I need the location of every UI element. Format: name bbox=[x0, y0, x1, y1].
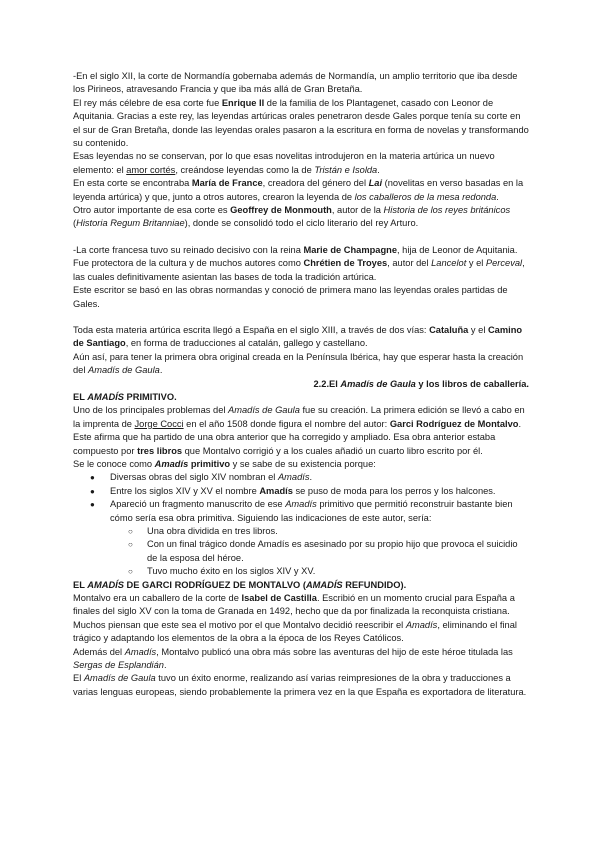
text-run: Amadís bbox=[154, 458, 189, 469]
circle-bullet-icon: ○ bbox=[128, 567, 133, 577]
paragraph bbox=[73, 97, 529, 151]
text-run: Amadís de Gaula bbox=[228, 405, 300, 416]
text-run: Amadís bbox=[259, 485, 293, 496]
text-run: Una obra dividida en tres libros. bbox=[147, 526, 278, 536]
text-run: Diversas obras del siglo XIV nombran el bbox=[110, 472, 278, 483]
section-heading bbox=[73, 391, 529, 404]
text-run: Garci Rodríguez de Montalvo bbox=[389, 418, 519, 429]
text-run: Chrétien de Troyes bbox=[303, 258, 388, 269]
text-run: Apareció un fragmento manuscrito de ese bbox=[110, 499, 286, 510]
text-run: Tristán e Isolda bbox=[314, 164, 378, 175]
text-run: ( bbox=[73, 218, 77, 229]
text-run: AMADÍS bbox=[87, 579, 124, 590]
sub-list-item bbox=[73, 565, 529, 578]
list-item-text bbox=[147, 539, 518, 562]
text-run: Entre los siglos XIV y XV el nombre bbox=[110, 485, 260, 496]
list-item-text bbox=[110, 472, 312, 482]
list-item bbox=[73, 485, 529, 498]
text-run: Historia de los reyes británicos bbox=[383, 205, 511, 216]
paragraph bbox=[73, 204, 529, 231]
section-heading bbox=[73, 579, 529, 592]
text-run: . bbox=[377, 164, 380, 175]
paragraph bbox=[73, 70, 529, 97]
bullet-list bbox=[73, 471, 529, 578]
list-item-text bbox=[147, 566, 315, 576]
text-run: Toda esta materia artúrica escrita llegó a España en el siglo XIII, a través de dos vías: bbox=[73, 324, 430, 335]
text-run: -En el siglo XII, la corte de Normandía gobernaba además de Normandía, un amplio territorio que iba desde los Pirineos, atravesando Francia y que iba más allá de Gran Bretaña. bbox=[73, 71, 518, 95]
text-run: , las cuales definitivamente asientan las bases de toda la tradición artúrica. bbox=[73, 258, 525, 282]
text-run: y se sabe de su existencia porque: bbox=[230, 458, 376, 469]
text-run: Se le conoce como bbox=[73, 458, 155, 469]
text-run: Enrique II bbox=[221, 97, 265, 108]
text-run: Tuvo mucho éxito en los siglos XIV y XV. bbox=[147, 566, 316, 577]
paragraph bbox=[73, 672, 529, 699]
text-run: Muchos piensan que este sea el motivo por el que Montalvo decidió reescribir el bbox=[73, 619, 406, 630]
list-item-text bbox=[110, 486, 496, 496]
text-run: , hija de Leonor de Aquitania. Fue protectora de la cultura y de muchos autores como bbox=[73, 244, 518, 269]
list-item bbox=[73, 498, 529, 525]
list-item bbox=[73, 471, 529, 484]
text-run: PRIMITIVO. bbox=[123, 391, 177, 402]
text-run: Amadís de Gaula bbox=[340, 378, 416, 389]
document-page bbox=[73, 70, 529, 699]
text-run: . bbox=[309, 472, 313, 483]
text-run: Con un final trágico donde Amadís es asesinado por su propio hijo que provoca el suicidio de la esposa del héroe. bbox=[147, 539, 518, 563]
text-run: Marie de Champagne bbox=[303, 244, 397, 255]
text-run: Uno de los principales problemas del bbox=[73, 405, 229, 416]
paragraph bbox=[73, 351, 529, 378]
bullet-icon: ● bbox=[90, 473, 95, 483]
text-run: , eliminando el final trágico y adaptando los elementos de la obra a la época de los Reyes Católicos. bbox=[73, 619, 517, 644]
text-run: fue su creación. La primera edición se llevó a cabo en la imprenta de bbox=[73, 405, 525, 429]
text-run: María de France bbox=[191, 178, 263, 189]
text-run: amor cortés bbox=[126, 164, 176, 175]
text-run: Perceval bbox=[485, 258, 523, 269]
text-run: Aún así, para tener la primera obra original creada en la Península Ibérica, hay que esperar hasta la creación del bbox=[73, 351, 524, 376]
text-run: Este escritor se basó en las obras normandas y conoció de primera mano las leyendas orales partidas de Gales. bbox=[73, 285, 508, 309]
text-run: Además del bbox=[73, 646, 125, 657]
text-run: . bbox=[159, 365, 163, 376]
text-run: Montalvo era un caballero de la corte de bbox=[73, 593, 242, 604]
text-run: El bbox=[73, 673, 84, 684]
text-run: Otro autor importante de esa corte es bbox=[73, 205, 231, 216]
text-run: , Montalvo publicó una obra más sobre las aventuras del hijo de este héroe titulada las bbox=[156, 646, 513, 657]
list-item-text bbox=[110, 499, 513, 522]
text-run: Lancelot bbox=[431, 258, 467, 269]
text-run: ), donde se consolidó todo el ciclo literario del rey Arturo. bbox=[184, 218, 419, 229]
text-run: , autor de la bbox=[331, 205, 384, 216]
text-run: Isabel de Castilla bbox=[241, 593, 317, 604]
text-run: tuvo un éxito enorme, realizando así varias reimpresiones de la obra y traducciones a varias lenguas europeas, siendo probablemente la primera vez en la que España es exportadora de literatura. bbox=[73, 673, 527, 697]
paragraph bbox=[73, 244, 529, 284]
text-run: Sergas de Esplandián bbox=[73, 660, 164, 671]
text-run: -La corte francesa tuvo su reinado decisivo con la reina bbox=[73, 244, 304, 255]
text-run: Amadís bbox=[277, 472, 310, 483]
text-run: que Montalvo corrigió y a los cuales añadió un cuarto libro escrito por él. bbox=[182, 445, 483, 456]
text-run: 2.2.El bbox=[313, 378, 341, 389]
text-run: Lai bbox=[368, 178, 383, 189]
text-run: EL bbox=[73, 579, 88, 590]
text-run: Amadís de Gaula bbox=[83, 673, 156, 684]
paragraph bbox=[73, 619, 529, 646]
text-run: Esas leyendas no se conservan, por lo que esas novelitas introdujeron en la materia artúrica un nuevo elemento: el bbox=[73, 151, 495, 175]
text-run: DE GARCI RODRÍGUEZ DE MONTALVO ( bbox=[123, 579, 306, 590]
text-run: . Escribió en un momento crucial para España a finales del siglo XV con la toma de Granada en 1492, hecho que da por finalizada la reconquista cristiana. bbox=[73, 593, 515, 617]
text-run: de la familia de los Plantagenet, casado con Leonor de Aquitania. Gracias a este rey, las leyendas artúricas orales penetraron desde Gales porque tenía su corte en el sur de Gran Bretaña, donde las leyendas orales pasaron a la escritura en forma de novelas y transformando su contenido. bbox=[73, 97, 529, 149]
text-run: Historia Regum Britanniae bbox=[76, 218, 185, 229]
text-run: primitivo que permitió reconstruir bastante bien cómo sería esa obra primitiva. Siguiendo las indicaciones de este autor, sería: bbox=[110, 499, 513, 523]
text-run: primitivo bbox=[188, 458, 231, 469]
text-run: en el año 1508 donde figura el nombre del autor: bbox=[183, 418, 390, 429]
section-subtitle bbox=[73, 378, 529, 391]
circle-bullet-icon: ○ bbox=[128, 540, 133, 550]
text-run: y el bbox=[466, 258, 486, 269]
text-run: REFUNDIDO). bbox=[342, 579, 407, 590]
text-run: EL bbox=[73, 391, 88, 402]
paragraph bbox=[73, 646, 529, 673]
bullet-icon: ● bbox=[90, 486, 95, 496]
paragraph bbox=[73, 458, 529, 471]
text-run: , creadora del género del bbox=[262, 178, 369, 189]
text-run: y los libros de caballería. bbox=[415, 378, 529, 389]
text-run: Cataluña bbox=[429, 324, 469, 335]
text-run: se puso de moda para los perros y los halcones. bbox=[292, 485, 496, 496]
sub-list-item bbox=[73, 525, 529, 538]
text-run: tres libros bbox=[137, 445, 183, 456]
paragraph bbox=[73, 404, 529, 458]
paragraph bbox=[73, 592, 529, 619]
paragraph bbox=[73, 177, 529, 204]
paragraph bbox=[73, 150, 529, 177]
text-run: . Este afirma que ha partido de una obra anterior que ha corregido y ampliado. Esa obra anterior estaba compuesto por bbox=[73, 418, 522, 456]
list-item-text bbox=[147, 526, 278, 536]
paragraph bbox=[73, 324, 529, 351]
text-run: Camino de Santiago bbox=[73, 324, 523, 349]
text-run: y el bbox=[468, 324, 488, 335]
text-run: , en forma de traducciones al catalán, gallego y castellano. bbox=[125, 338, 368, 349]
text-run: , creándose leyendas como la de bbox=[175, 164, 315, 175]
text-run: Jorge Cocci bbox=[134, 418, 184, 429]
circle-bullet-icon: ○ bbox=[128, 527, 133, 536]
text-run: Geoffrey de Monmouth bbox=[230, 205, 332, 216]
text-run: Amadís bbox=[124, 646, 157, 657]
text-run: . bbox=[163, 660, 167, 671]
text-run: , autor del bbox=[387, 258, 432, 269]
paragraph bbox=[73, 284, 529, 311]
text-run: Amadís de Gaula bbox=[88, 365, 160, 376]
text-run: (novelitas en verso basadas en la leyenda artúrica) y que, junto a otros autores, crearon la leyenda de bbox=[73, 178, 524, 202]
text-run: Amadís bbox=[405, 619, 438, 630]
text-run: En esta corte se encontraba bbox=[73, 178, 192, 189]
text-run: . bbox=[496, 191, 499, 202]
text-run: AMADÍS bbox=[305, 579, 343, 590]
text-run: AMADÍS bbox=[87, 391, 124, 402]
bullet-icon: ● bbox=[90, 500, 95, 510]
text-run: El rey más célebre de esa corte fue bbox=[73, 97, 222, 108]
text-run: Amadís bbox=[285, 499, 317, 510]
sub-list-item bbox=[73, 538, 529, 565]
text-run: los caballeros de la mesa redonda bbox=[354, 191, 497, 202]
